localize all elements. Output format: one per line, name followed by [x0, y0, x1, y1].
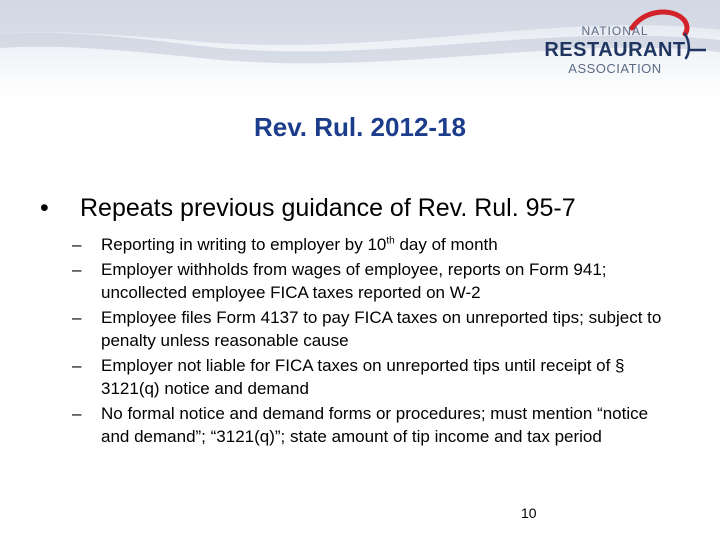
sub-bullet-text: Reporting in writing to employer by 10: [101, 235, 387, 254]
sub-bullet-text: No formal notice and demand forms or procedures; must mention “notice and demand”; “3121(q)”; state amount of tip income and tax period: [101, 403, 649, 446]
dash-marker-icon: –: [72, 403, 82, 423]
dash-marker-icon: –: [72, 259, 82, 279]
sub-bullet-text: Employee files Form 4137 to pay FICA taxes on unreported tips; subject to penalty unless reasonable cause: [101, 307, 662, 350]
sub-bullet-item: [72, 233, 672, 257]
sub-bullet-text: Employer withholds from wages of employee, reports on Form 941; uncollected employee FICA taxes reported on W-2: [101, 259, 607, 302]
sub-bullet-item: [72, 258, 672, 305]
dash-marker-icon: –: [72, 307, 82, 327]
logo-text-restaurant: RESTAURANT: [544, 39, 686, 61]
sub-bullet-item: [72, 402, 672, 449]
sub-bullet-text-tail: day of month: [394, 235, 498, 254]
logo-text-national: NATIONAL: [581, 24, 649, 38]
dash-marker-icon: –: [72, 355, 82, 375]
sub-bullet-text: Employer not liable for FICA taxes on unreported tips until receipt of § 3121(q) notice and demand: [101, 355, 625, 398]
sub-bullet-list: [72, 233, 672, 450]
nra-logo: [540, 8, 710, 78]
slide-title: Rev. Rul. 2012-18: [254, 112, 466, 142]
sub-bullet-item: [72, 354, 672, 401]
main-bullet-text: Repeats previous guidance of Rev. Rul. 95-7: [80, 194, 576, 222]
main-bullet: [40, 194, 576, 223]
page-number: 10: [521, 505, 537, 521]
superscript-text: th: [386, 235, 395, 247]
logo-text-association: ASSOCIATION: [568, 61, 662, 76]
bullet-dot-icon: •: [40, 194, 49, 222]
dash-marker-icon: –: [72, 235, 82, 254]
sub-bullet-item: [72, 306, 672, 353]
